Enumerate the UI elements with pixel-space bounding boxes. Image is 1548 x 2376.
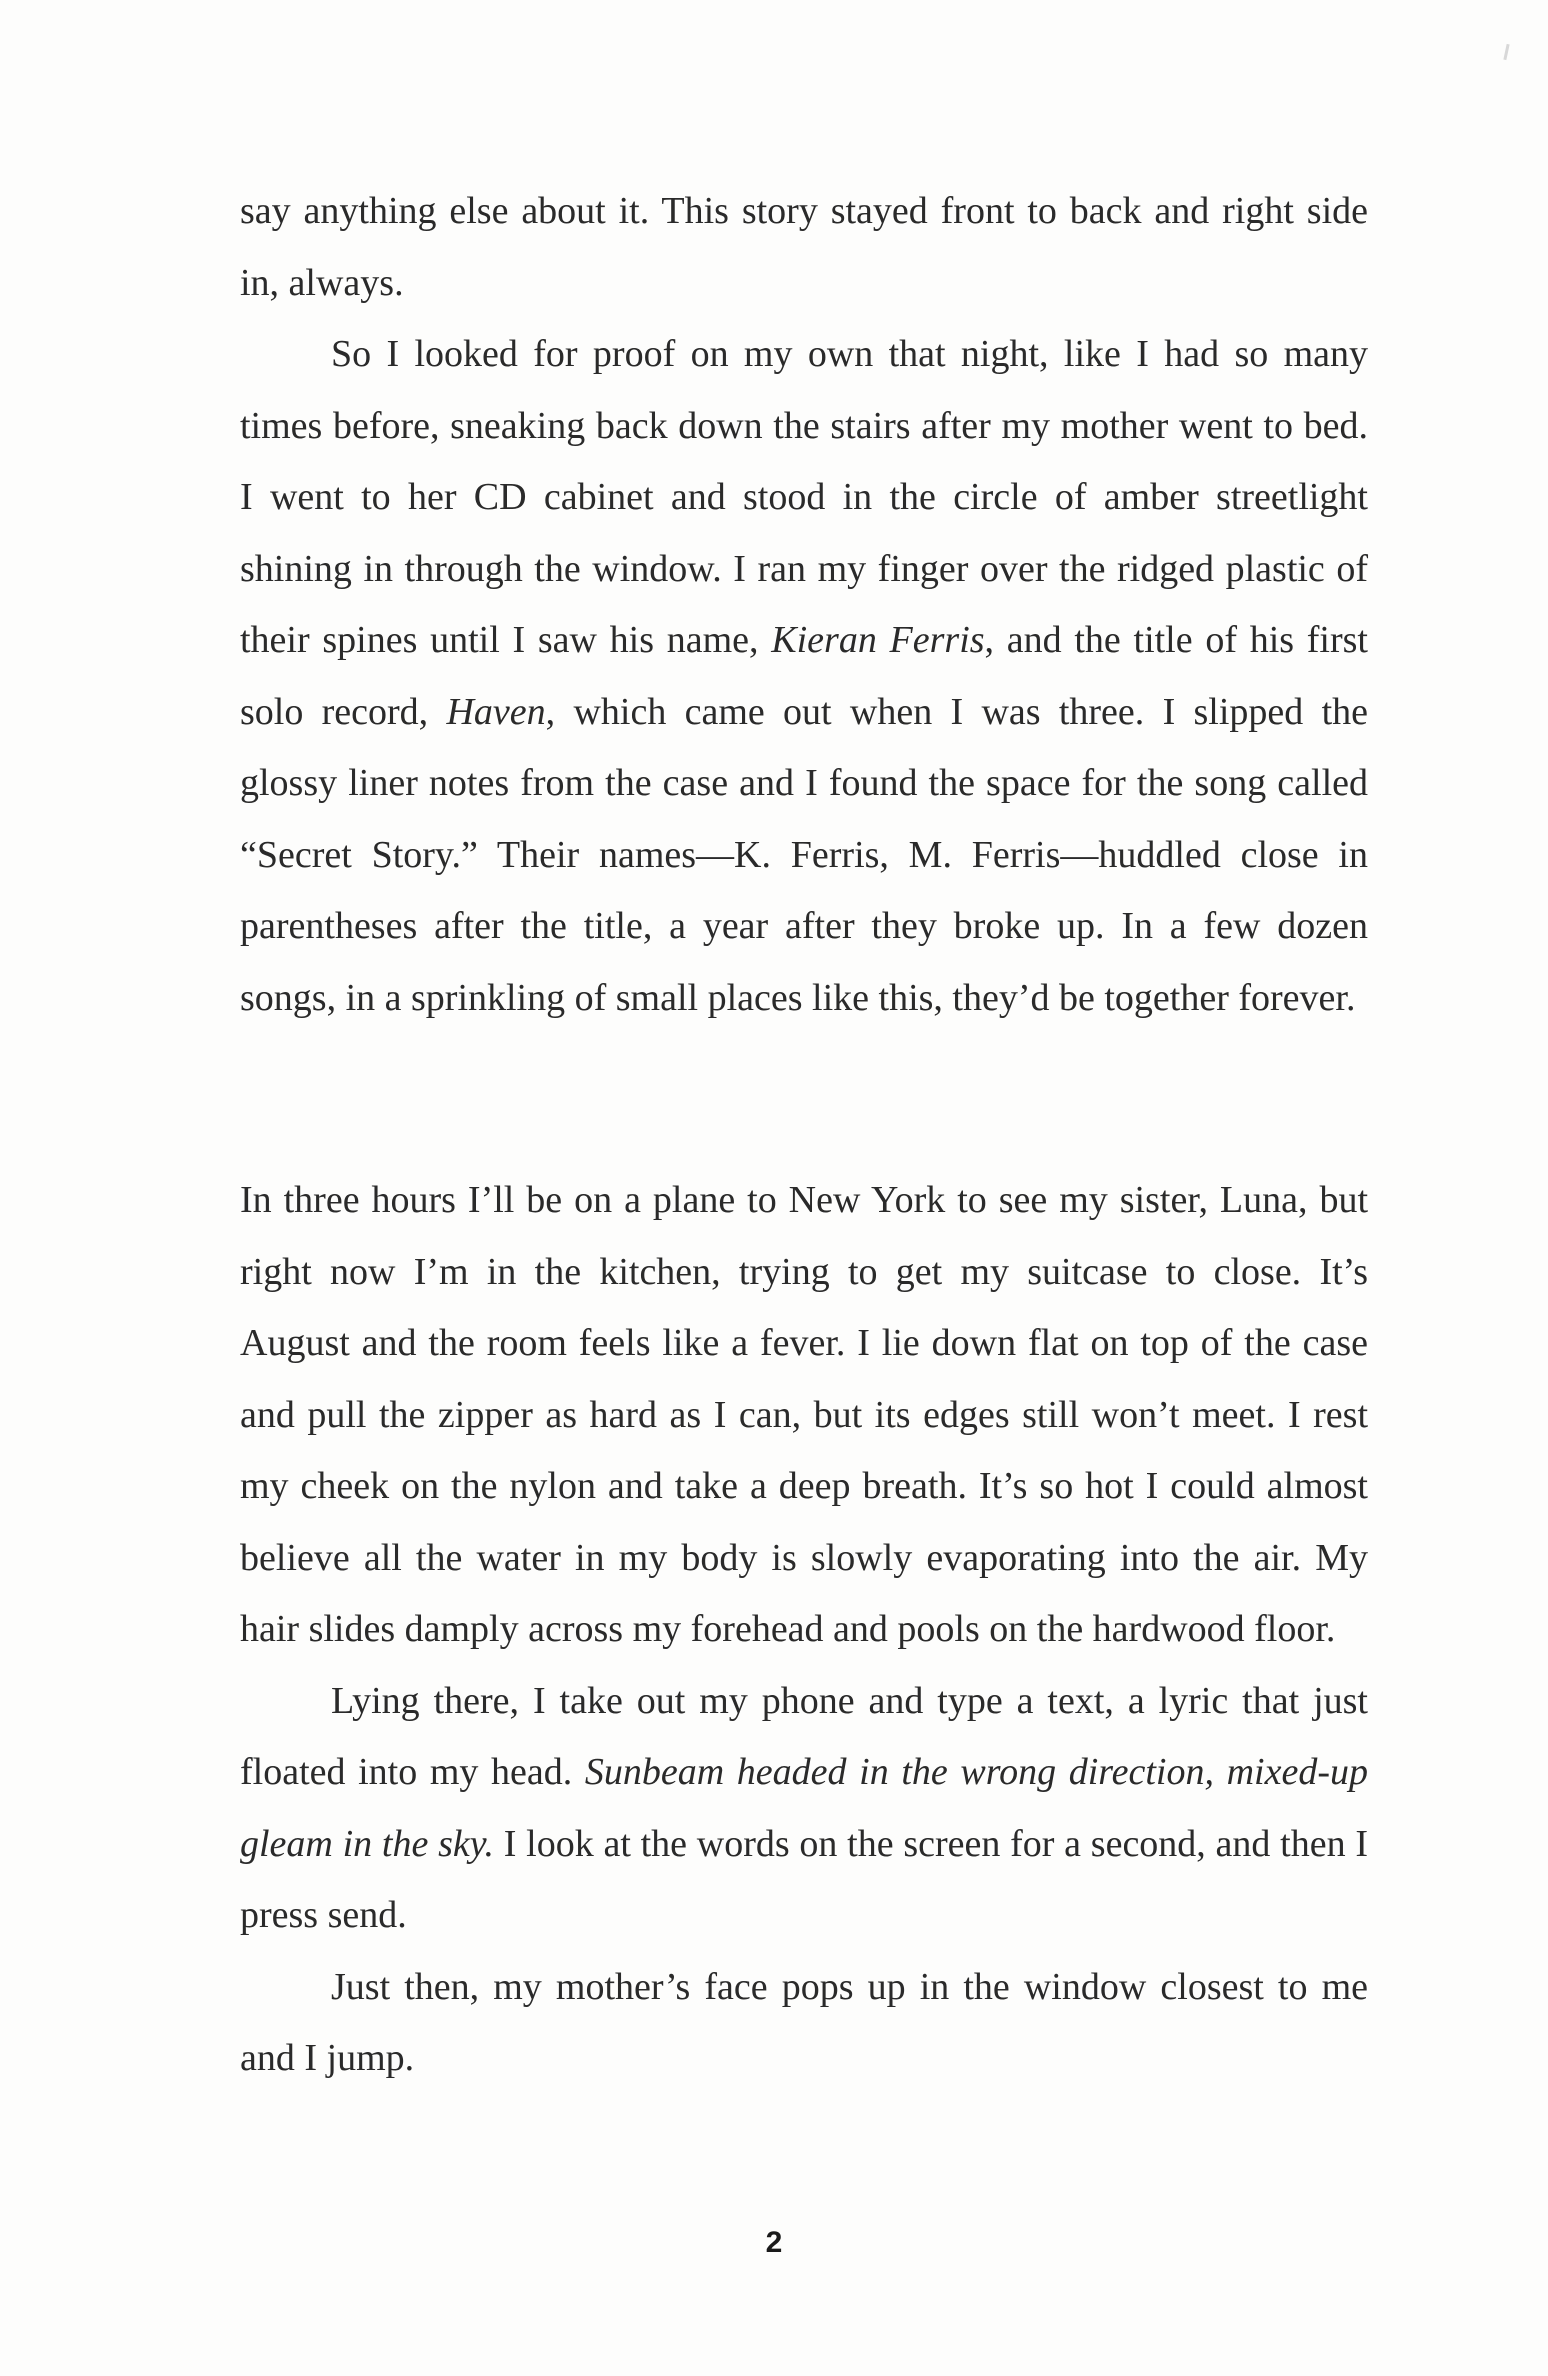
- section-a: [240, 176, 1368, 1034]
- text-run: , and the title of his first solo record,: [240, 619, 1368, 733]
- text-run: Lying there, I take out my phone and type a text, a lyric that just floated into my head.: [240, 1679, 1368, 1793]
- lyric: Sunbeam headed in the wrong direction, mixed-up gleam in the sky.: [240, 1751, 1368, 1865]
- page-number: 2: [765, 2226, 783, 2259]
- paragraph-cd-cabinet: [240, 319, 1368, 1034]
- paragraph-mother-window: Just then, my mother’s face pops up in the window closest to me and I jump.: [240, 1965, 1368, 2079]
- paragraph-suitcase: In three hours I’ll be on a plane to New York to see my sister, Luna, but right now I’m in the kitchen, trying to get my suitcase to close. It’s August and the room feels like a fever. I lie down flat on top of the case and pull the zipper as hard as I can, but its edges still won’t meet. I rest my cheek on the nylon and take a deep breath. It’s so hot I could almost believe all the water in my body is slowly evaporating into the air. My hair slides damply across my forehead and pools on the hardwood floor.: [240, 1179, 1368, 1650]
- paragraph-lyric-text: [240, 1666, 1368, 1952]
- artist-name: Kieran Ferris: [771, 619, 985, 661]
- paper-speck: [1503, 44, 1509, 60]
- album-title: Haven: [446, 690, 546, 733]
- text-run: , which came out when I was three. I slipped the glossy liner notes from the case and I found the space for the song called “Secret Story.” Their names—K. Ferris, M. Ferris—huddled close in parentheses after the title, a year after they broke up. In a few dozen songs, in a sprinkling of small places like this, they’d be together forever.: [240, 690, 1368, 1019]
- section-b: [240, 1165, 1368, 2095]
- paragraph-continuation: say anything else about it. This story stayed front to back and right side in, always.: [240, 190, 1368, 304]
- text-run: I look at the words on the screen for a second, and then I press send.: [240, 1822, 1368, 1936]
- text-run: So I looked for proof on my own that night, like I had so many times before, sneaking back down the stairs after my mother went to bed. I went to her CD cabinet and stood in the circle of amber streetlight shining in through the window. I ran my finger over the ridged plastic of their spines until I saw his name,: [240, 333, 1368, 661]
